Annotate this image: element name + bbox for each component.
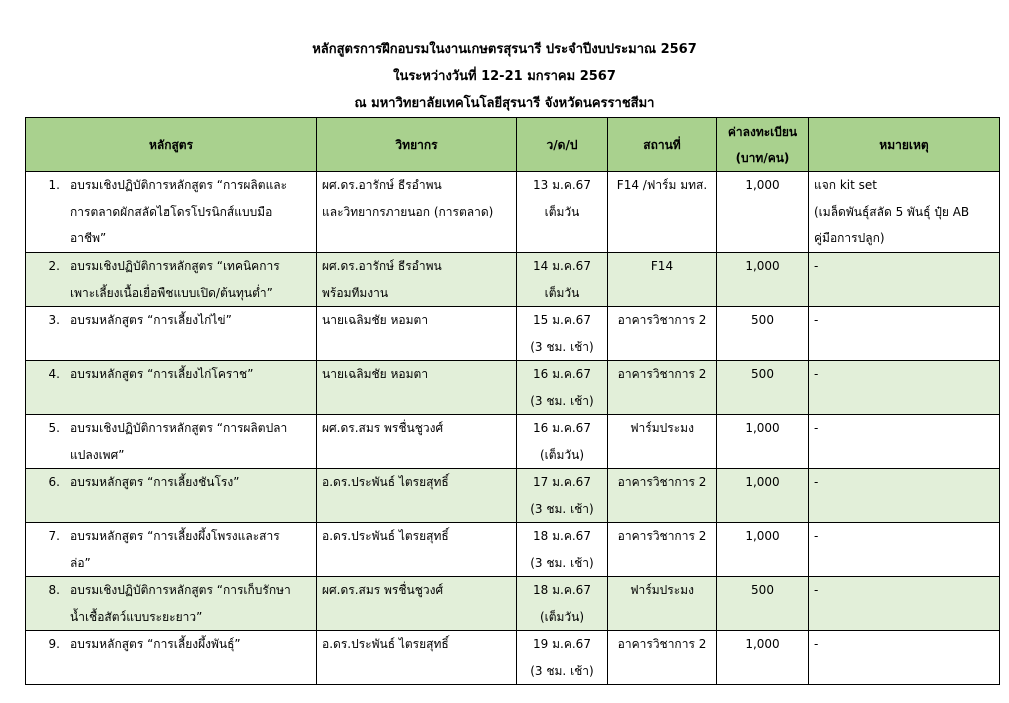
date-line: 18 ม.ค.67: [533, 583, 591, 597]
date-line: 17 ม.ค.67: [533, 475, 591, 489]
header-course: หลักสูตร: [26, 118, 317, 172]
date-line: 15 ม.ค.67: [533, 313, 591, 327]
training-schedule-table: [25, 117, 1000, 685]
place-line: อาคารวิชาการ 2: [617, 367, 707, 381]
lecturer-name-line: อ.ดร.ประพันธ์ ไตรยสุทธิ์: [322, 529, 449, 543]
date-cell: [517, 307, 608, 361]
course-name-line: เพาะเลี้ยงเนื้อเยื่อพืชแบบเปิด/ต้นทุนต่ำ”: [70, 285, 273, 300]
row-number: 6.: [48, 475, 60, 489]
place-cell: [608, 631, 717, 685]
note-cell: [809, 361, 1000, 415]
table-row: [26, 172, 1000, 253]
row-number: 1.: [48, 178, 60, 192]
fee-value: 1,000: [745, 421, 780, 435]
place-cell: [608, 415, 717, 469]
date-line: เต็มวัน: [544, 204, 580, 219]
fee-cell: [717, 577, 809, 631]
header-fee-line2: (บาท/คน): [735, 150, 790, 165]
course-cell: [26, 577, 317, 631]
course-name-line: อบรมหลักสูตร “การเลี้ยงชันโรง”: [70, 475, 240, 489]
document-titles: [0, 36, 1009, 117]
table-row: [26, 253, 1000, 307]
note-line: -: [814, 367, 819, 381]
course-name-line: แปลงเพศ”: [70, 447, 125, 462]
note-line: (เมล็ดพันธุ์สลัด 5 พันธุ์ ปุ๋ย AB: [814, 204, 970, 219]
course-cell: [26, 172, 317, 253]
note-cell: [809, 577, 1000, 631]
lecturer-name-line: พร้อมทีมงาน: [322, 285, 389, 300]
fee-cell: [717, 361, 809, 415]
course-name-line: อบรมหลักสูตร “การเลี้ยงผึ้งพันธุ์”: [70, 637, 241, 651]
date-cell: [517, 415, 608, 469]
lecturer-name-line: ผศ.ดร.สมร พรชื่นชูวงศ์: [322, 421, 444, 435]
fee-cell: [717, 469, 809, 523]
place-cell: [608, 469, 717, 523]
date-cell: [517, 172, 608, 253]
header-place: สถานที่: [608, 118, 717, 172]
note-cell: [809, 253, 1000, 307]
note-cell: [809, 415, 1000, 469]
fee-value: 1,000: [745, 178, 780, 192]
table-row: [26, 307, 1000, 361]
date-line: 13 ม.ค.67: [533, 178, 591, 192]
lecturer-cell: [317, 307, 517, 361]
header-note: หมายเหตุ: [809, 118, 1000, 172]
place-line: ฟาร์มประมง: [630, 421, 694, 435]
note-cell: [809, 631, 1000, 685]
table-row: [26, 469, 1000, 523]
course-name-line: อบรมเชิงปฏิบัติการหลักสูตร “การเก็บรักษา: [70, 583, 291, 597]
row-number: 7.: [48, 529, 60, 543]
fee-value: 500: [751, 313, 774, 327]
lecturer-name-line: อ.ดร.ประพันธ์ ไตรยสุทธิ์: [322, 475, 449, 489]
fee-cell: [717, 253, 809, 307]
table-row: [26, 631, 1000, 685]
header-fee: [717, 118, 809, 172]
date-line: 18 ม.ค.67: [533, 529, 591, 543]
note-line: -: [814, 313, 819, 327]
date-line: 19 ม.ค.67: [533, 637, 591, 651]
fee-value: 500: [751, 367, 774, 381]
place-line: F14 /ฟาร์ม มทส.: [616, 178, 708, 192]
row-number: 8.: [48, 583, 60, 597]
course-name-line: อบรมหลักสูตร “การเลี้ยงไก่ไข่”: [70, 313, 232, 327]
course-cell: [26, 253, 317, 307]
fee-value: 1,000: [745, 259, 780, 273]
lecturer-name-line: และวิทยากรภายนอก (การตลาด): [322, 204, 494, 219]
fee-cell: [717, 172, 809, 253]
row-number: 4.: [48, 367, 60, 381]
place-cell: [608, 253, 717, 307]
fee-cell: [717, 307, 809, 361]
lecturer-cell: [317, 172, 517, 253]
course-name-line: อบรมเชิงปฏิบัติการหลักสูตร “การผลิตและ: [70, 178, 288, 192]
date-cell: [517, 577, 608, 631]
date-cell: [517, 253, 608, 307]
date-line: (3 ชม. เช้า): [530, 393, 594, 408]
date-cell: [517, 631, 608, 685]
course-name-line: น้ำเชื้อสัตว์แบบระยะยาว”: [70, 609, 203, 624]
course-name-line: อบรมหลักสูตร “การเลี้ยงผึ้งโพรงและสาร: [70, 529, 280, 543]
note-line: -: [814, 583, 819, 597]
fee-value: 500: [751, 583, 774, 597]
place-line: อาคารวิชาการ 2: [617, 637, 707, 651]
fee-value: 1,000: [745, 475, 780, 489]
table-row: [26, 523, 1000, 577]
row-number: 9.: [48, 637, 60, 651]
course-cell: [26, 469, 317, 523]
date-line: (3 ชม. เช้า): [530, 501, 594, 516]
place-cell: [608, 307, 717, 361]
table-row: [26, 361, 1000, 415]
fee-cell: [717, 415, 809, 469]
place-line: อาคารวิชาการ 2: [617, 529, 707, 543]
row-number: 5.: [48, 421, 60, 435]
course-name-line: อบรมเชิงปฏิบัติการหลักสูตร “การผลิตปลา: [70, 421, 288, 435]
course-name-line: อาชีพ”: [70, 231, 107, 245]
table-row: [26, 577, 1000, 631]
course-cell: [26, 361, 317, 415]
course-cell: [26, 415, 317, 469]
fee-value: 1,000: [745, 529, 780, 543]
note-cell: [809, 307, 1000, 361]
date-line: 14 ม.ค.67: [533, 259, 591, 273]
note-cell: [809, 469, 1000, 523]
date-line: 16 ม.ค.67: [533, 421, 591, 435]
course-cell: [26, 631, 317, 685]
date-line: เต็มวัน: [544, 285, 580, 300]
lecturer-name-line: ผศ.ดร.สมร พรชื่นชูวงศ์: [322, 583, 444, 597]
lecturer-cell: [317, 253, 517, 307]
note-line: -: [814, 421, 819, 435]
note-line: -: [814, 259, 819, 273]
title-line-2: ในระหว่างวันที่ 12-21 มกราคม 2567: [393, 69, 616, 84]
date-line: (เต็มวัน): [539, 447, 585, 462]
date-line: (3 ชม. เช้า): [530, 555, 594, 570]
lecturer-cell: [317, 577, 517, 631]
lecturer-cell: [317, 469, 517, 523]
date-cell: [517, 469, 608, 523]
header-lecturer: วิทยากร: [317, 118, 517, 172]
place-cell: [608, 577, 717, 631]
lecturer-name-line: ผศ.ดร.อารักษ์ ธีรอำพน: [322, 259, 442, 273]
lecturer-name-line: นายเฉลิมชัย หอมตา: [322, 367, 429, 381]
note-line: -: [814, 529, 819, 543]
place-line: F14: [650, 259, 674, 273]
fee-value: 1,000: [745, 637, 780, 651]
date-cell: [517, 361, 608, 415]
date-line: 16 ม.ค.67: [533, 367, 591, 381]
row-number: 3.: [48, 313, 60, 327]
date-line: (3 ชม. เช้า): [530, 663, 594, 678]
note-line: -: [814, 637, 819, 651]
lecturer-cell: [317, 631, 517, 685]
note-cell: [809, 523, 1000, 577]
header-date: ว/ด/ป: [517, 118, 608, 172]
course-cell: [26, 307, 317, 361]
lecturer-cell: [317, 523, 517, 577]
place-line: ฟาร์มประมง: [630, 583, 694, 597]
row-number: 2.: [48, 259, 60, 273]
course-name-line: การตลาดผักสลัดไฮโดรโปรนิกส์แบบมือ: [70, 204, 273, 219]
lecturer-name-line: อ.ดร.ประพันธ์ ไตรยสุทธิ์: [322, 637, 449, 651]
place-cell: [608, 172, 717, 253]
fee-cell: [717, 523, 809, 577]
place-line: อาคารวิชาการ 2: [617, 475, 707, 489]
date-line: (เต็มวัน): [539, 609, 585, 624]
date-line: (3 ชม. เช้า): [530, 339, 594, 354]
title-line-3: ณ มหาวิทยาลัยเทคโนโลยีสุรนารี จังหวัดนครราชสีมา: [354, 96, 655, 111]
note-line: คู่มือการปลูก): [814, 231, 885, 245]
course-name-line: อบรมเชิงปฏิบัติการหลักสูตร “เทคนิคการ: [70, 259, 280, 273]
place-line: อาคารวิชาการ 2: [617, 313, 707, 327]
lecturer-cell: [317, 361, 517, 415]
date-cell: [517, 523, 608, 577]
note-cell: [809, 172, 1000, 253]
table-row: [26, 415, 1000, 469]
lecturer-name-line: ผศ.ดร.อารักษ์ ธีรอำพน: [322, 178, 442, 192]
header-fee-line1: ค่าลงทะเบียน: [727, 124, 798, 139]
lecturer-name-line: นายเฉลิมชัย หอมตา: [322, 313, 429, 327]
note-line: แจก kit set: [814, 178, 877, 192]
course-cell: [26, 523, 317, 577]
title-line-1: หลักสูตรการฝึกอบรมในงานเกษตรสุรนารี ประจำปีงบประมาณ 2567: [312, 42, 697, 57]
lecturer-cell: [317, 415, 517, 469]
table-header-row: [26, 118, 1000, 172]
place-cell: [608, 523, 717, 577]
course-name-line: อบรมหลักสูตร “การเลี้ยงไก่โคราช”: [70, 367, 254, 381]
course-name-line: ล่อ”: [70, 555, 91, 570]
fee-cell: [717, 631, 809, 685]
note-line: -: [814, 475, 819, 489]
place-cell: [608, 361, 717, 415]
